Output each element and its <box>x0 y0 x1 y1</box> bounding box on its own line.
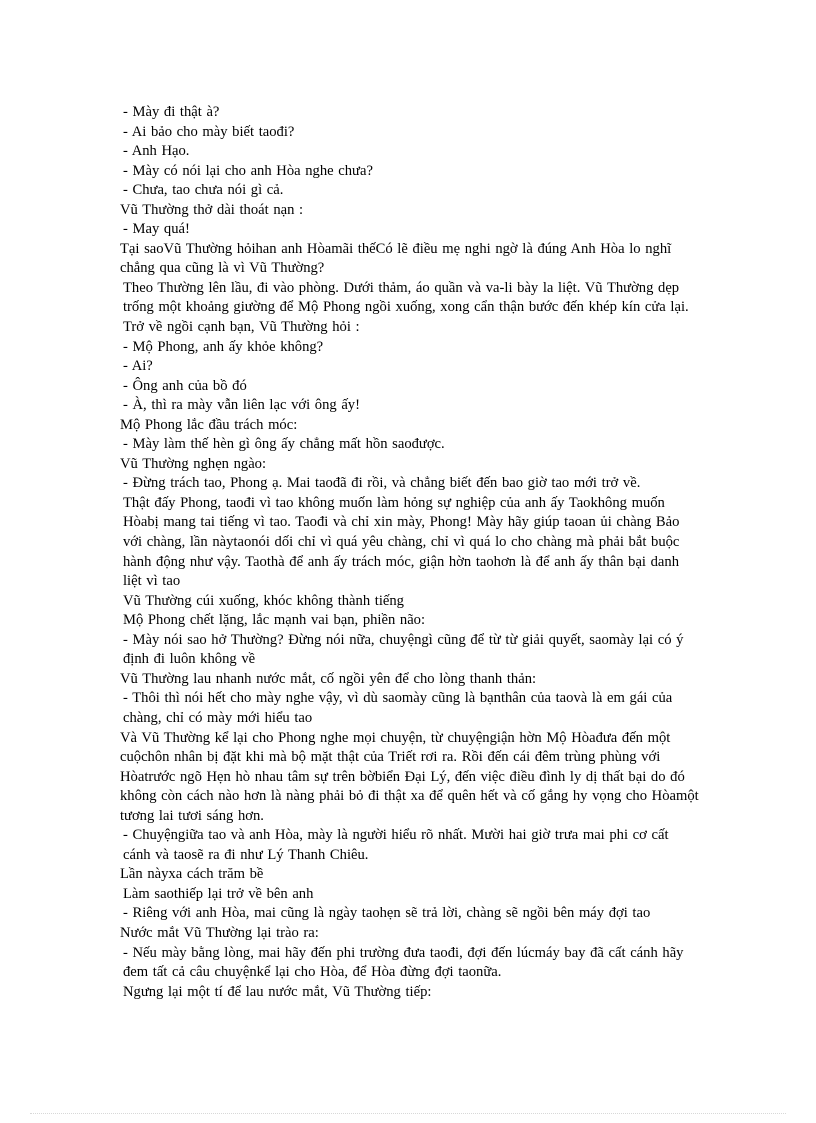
paragraph: - Chuyệngiữa tao và anh Hòa, mày là người hiểu rõ nhất. Mười hai giờ trưa mai phi cơ cất cánh và taosẽ ra đi như Lý Thanh Chiêu. <box>123 827 669 863</box>
paragraph: Ngưng lại một tí để lau nước mắt, Vũ Thường tiếp: <box>123 983 432 1000</box>
paragraph: - Ai? <box>123 358 153 375</box>
paragraph: Vũ Thường cúi xuống, khóc không thành tiếng <box>123 592 404 609</box>
paragraph: - Riêng với anh Hòa, mai cũng là ngày taohẹn sẽ trả lời, chàng sẽ ngồi bên máy đợi tao <box>123 905 651 922</box>
paragraph: Vũ Thường lau nhanh nước mắt, cố ngồi yên để cho lòng thanh thản: <box>120 670 537 687</box>
paragraph: - Mày nói sao hở Thường? Đừng nói nữa, chuyệngì cũng để từ từ giải quyết, saomày lại có ý định đi luôn không về <box>123 631 684 668</box>
paragraph: - Mày làm thế hèn gì ông ấy chẳng mất hồn saođược. <box>123 436 445 453</box>
paragraph: Mộ Phong lắc đầu trách móc: <box>120 416 298 433</box>
document-body <box>120 103 700 1002</box>
paragraph: - Đừng trách tao, Phong ạ. Mai taođã đi rồi, và chẳng biết đến bao giờ tao mới trở về. <box>123 475 641 492</box>
paragraph: - Thôi thì nói hết cho mày nghe vậy, vì dù saomày cũng là bạnthân của taovà là em gái của chàng, chỉ có mày mới hiểu tao <box>123 690 673 726</box>
paragraph: - Mày có nói lại cho anh Hòa nghe chưa? <box>123 162 373 179</box>
paragraph: Vũ Thường thở dài thoát nạn : <box>120 201 304 218</box>
paragraph: - Anh Hạo. <box>123 143 190 160</box>
paragraph: Lần nàyxa cách trăm bề <box>120 866 264 883</box>
paragraph: Và Vũ Thường kể lại cho Phong nghe mọi chuyện, từ chuyệngiận hờn Mộ Hòađưa đến một cuộchôn nhân bị đặt khi mà bộ mặt thật của Triết rơi ra. Rồi đến cái đêm trùng phùng với Hòatrước ngõ Hẹn hò nhau tâm sự trên bờbiển Đại Lý, đến việc điều đình ly dị thất bại do đó không còn cách nào hơn là nàng phải bỏ đi thật xa để quên hết và cố gắng hy vọng cho Hòamột tương lai tươi sáng hơn. <box>120 729 699 824</box>
paragraph: - May quá! <box>123 221 190 238</box>
paragraph: - Chưa, tao chưa nói gì cả. <box>123 182 284 199</box>
paragraph: - Mày đi thật à? <box>123 104 220 120</box>
paragraph: Vũ Thường nghẹn ngào: <box>120 455 267 472</box>
paragraph: Theo Thường lên lầu, đi vào phòng. Dưới thảm, áo quần và va-li bày la liệt. Vũ Thường dẹp trống một khoảng giường để Mộ Phong ngồi xuống, xong cẩn thận bước đến khép kín cửa lại. Trở về ngồi cạnh bạn, Vũ Thường hỏi : <box>123 279 689 336</box>
paragraph: - Mộ Phong, anh ấy khỏe không? <box>123 338 324 355</box>
paragraph: Làm saothiếp lại trở về bên anh <box>123 885 314 902</box>
paragraph: Tại saoVũ Thường hỏihan anh Hòamãi thếCó lẽ điều mẹ nghi ngờ là đúng Anh Hòa lo nghĩ chẳng qua cũng là vì Vũ Thường? <box>120 240 672 277</box>
paragraph: - À, thì ra mày vẫn liên lạc với ông ấy! <box>123 397 360 414</box>
paragraph: Mộ Phong chết lặng, lắc mạnh vai bạn, phiền não: <box>123 612 426 629</box>
paragraph: Nước mắt Vũ Thường lại trào ra: <box>120 924 319 941</box>
paragraph: Thật đấy Phong, taođi vì tao không muốn làm hỏng sự nghiệp của anh ấy Taokhông muốn Hòabị mang tai tiếng vì tao. Taođi và chỉ xin mày, Phong! Mày hãy giúp taoan ủi chàng Bảo với chàng, lần nàytaonói dối chỉ vì quá yêu chàng, chỉ vì quá lo cho chàng mà phải bắt buộc hành động như vậy. Taothà để anh ấy trách móc, giận hờn taohơn là để anh ấy thân bại danh liệt vì tao <box>123 494 680 590</box>
paragraph: - Ai bảo cho mày biết taođi? <box>123 123 295 140</box>
paragraph: - Ông anh của bồ đó <box>123 377 247 394</box>
paragraph: - Nếu mày bằng lòng, mai hãy đến phi trường đưa taođi, đợi đến lúcmáy bay đã cất cánh hãy đem tất cả câu chuyệnkể lại cho Hòa, để Hòa đừng đợi taonữa. <box>123 944 684 981</box>
page-bottom-divider <box>30 1113 786 1114</box>
